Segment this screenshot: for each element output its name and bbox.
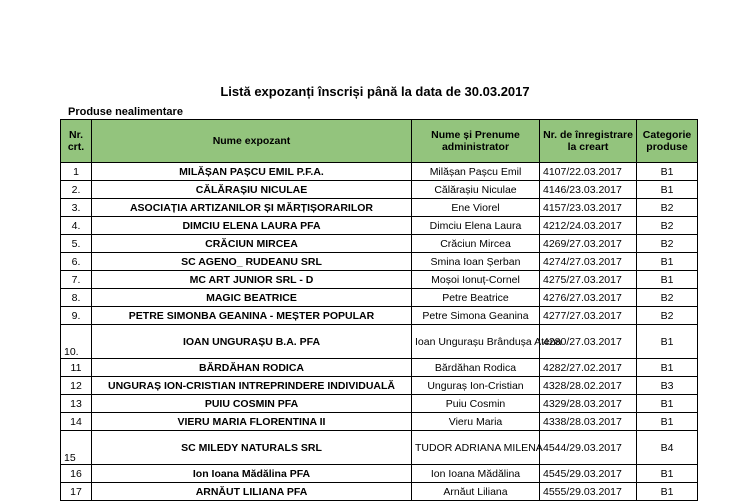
cell-registration-number: 4275/27.03.2017 xyxy=(540,271,637,289)
table-row xyxy=(61,413,698,431)
cell-exhibitor-name: MC ART JUNIOR SRL - D xyxy=(92,271,412,289)
table-row xyxy=(61,431,698,465)
table-row xyxy=(61,289,698,307)
table-row xyxy=(61,359,698,377)
cell-category: B2 xyxy=(637,235,698,253)
cell-administrator: Moșoi Ionuț-Cornel xyxy=(412,271,540,289)
cell-category: B1 xyxy=(637,181,698,199)
cell-nr: 15 xyxy=(61,431,92,465)
table-row xyxy=(61,483,698,501)
cell-registration-number: 4157/23.03.2017 xyxy=(540,199,637,217)
cell-category: B1 xyxy=(637,163,698,181)
cell-nr: 17 xyxy=(61,483,92,501)
cell-exhibitor-name: CRĂCIUN MIRCEA xyxy=(92,235,412,253)
cell-nr: 9. xyxy=(61,307,92,325)
cell-exhibitor-name: UNGURAȘ ION-CRISTIAN INTREPRINDERE INDIVIDUALĂ xyxy=(92,377,412,395)
cell-nr: 5. xyxy=(61,235,92,253)
cell-administrator: TUDOR ADRIANA MILENA xyxy=(412,431,540,465)
cell-exhibitor-name: PUIU COSMIN PFA xyxy=(92,395,412,413)
cell-nr: 1 xyxy=(61,163,92,181)
cell-exhibitor-name: BĂRDĂHAN RODICA xyxy=(92,359,412,377)
cell-nr: 10. xyxy=(61,325,92,359)
cell-category: B2 xyxy=(637,199,698,217)
cell-exhibitor-name: MILĂȘAN PAȘCU EMIL P.F.A. xyxy=(92,163,412,181)
cell-category: B2 xyxy=(637,217,698,235)
cell-category: B1 xyxy=(637,271,698,289)
cell-category: B1 xyxy=(637,325,698,359)
cell-nr: 16 xyxy=(61,465,92,483)
cell-registration-number: 4146/23.03.2017 xyxy=(540,181,637,199)
cell-exhibitor-name: DIMCIU ELENA LAURA PFA xyxy=(92,217,412,235)
section-subtitle: Produse nealimentare xyxy=(68,106,183,118)
cell-nr: 3. xyxy=(61,199,92,217)
header-reg: Nr. de înregistrare la creart xyxy=(540,120,637,163)
document-title: Listă expozanți înscriși până la data de 30.03.2017 xyxy=(220,84,530,99)
cell-nr: 2. xyxy=(61,181,92,199)
cell-exhibitor-name: VIERU MARIA FLORENTINA II xyxy=(92,413,412,431)
cell-administrator: Crăciun Mircea xyxy=(412,235,540,253)
table-body xyxy=(61,163,698,501)
cell-category: B2 xyxy=(637,289,698,307)
cell-registration-number: 4212/24.03.2017 xyxy=(540,217,637,235)
cell-registration-number: 4282/27.02.2017 xyxy=(540,359,637,377)
cell-exhibitor-name: ASOCIAȚIA ARTIZANILOR ȘI MĂRȚIȘORARILOR xyxy=(92,199,412,217)
cell-exhibitor-name: ARNĂUT LILIANA PFA xyxy=(92,483,412,501)
cell-administrator: Smina Ioan Șerban xyxy=(412,253,540,271)
cell-registration-number: 4277/27.03.2017 xyxy=(540,307,637,325)
table-row xyxy=(61,199,698,217)
cell-administrator: Unguraș Ion-Cristian xyxy=(412,377,540,395)
cell-nr: 14 xyxy=(61,413,92,431)
cell-administrator: Ion Ioana Mădălina xyxy=(412,465,540,483)
cell-nr: 12 xyxy=(61,377,92,395)
cell-nr: 7. xyxy=(61,271,92,289)
cell-registration-number: 4274/27.03.2017 xyxy=(540,253,637,271)
cell-exhibitor-name: SC AGENO_ RUDEANU SRL xyxy=(92,253,412,271)
cell-registration-number: 4329/28.03.2017 xyxy=(540,395,637,413)
cell-administrator: Petre Beatrice xyxy=(412,289,540,307)
cell-category: B1 xyxy=(637,413,698,431)
cell-administrator: Ene Viorel xyxy=(412,199,540,217)
table-row xyxy=(61,395,698,413)
cell-administrator: Bărdăhan Rodica xyxy=(412,359,540,377)
cell-category: B1 xyxy=(637,483,698,501)
cell-registration-number: 4328/28.02.2017 xyxy=(540,377,637,395)
cell-registration-number: 4338/28.03.2017 xyxy=(540,413,637,431)
cell-administrator: Petre Simona Geanina xyxy=(412,307,540,325)
cell-registration-number: 4107/22.03.2017 xyxy=(540,163,637,181)
cell-exhibitor-name: PETRE SIMONBA GEANINA - MEȘTER POPULAR xyxy=(92,307,412,325)
header-admin: Nume și Prenume administrator xyxy=(412,120,540,163)
cell-nr: 8. xyxy=(61,289,92,307)
cell-administrator: Arnăut Liliana xyxy=(412,483,540,501)
table-row xyxy=(61,377,698,395)
table-row xyxy=(61,307,698,325)
cell-registration-number: 4545/29.03.2017 xyxy=(540,465,637,483)
cell-exhibitor-name: IOAN UNGURAȘU B.A. PFA xyxy=(92,325,412,359)
cell-registration-number: 4276/27.03.2017 xyxy=(540,289,637,307)
header-nr: Nr. crt. xyxy=(61,120,92,163)
cell-registration-number: 4544/29.03.2017 xyxy=(540,431,637,465)
cell-category: B3 xyxy=(637,377,698,395)
table-row xyxy=(61,181,698,199)
cell-registration-number: 4555/29.03.2017 xyxy=(540,483,637,501)
cell-administrator: Dimciu Elena Laura xyxy=(412,217,540,235)
table-row xyxy=(61,217,698,235)
cell-category: B2 xyxy=(637,307,698,325)
cell-administrator: Călărașiu Niculae xyxy=(412,181,540,199)
cell-exhibitor-name: MAGIC BEATRICE xyxy=(92,289,412,307)
cell-exhibitor-name: SC MILEDY NATURALS SRL xyxy=(92,431,412,465)
table-row xyxy=(61,163,698,181)
cell-category: B1 xyxy=(637,359,698,377)
cell-registration-number: 4280/27.03.2017 xyxy=(540,325,637,359)
table-row xyxy=(61,465,698,483)
header-cat: Categorie produse xyxy=(637,120,698,163)
cell-nr: 11 xyxy=(61,359,92,377)
table-header-row xyxy=(61,120,698,163)
cell-exhibitor-name: CĂLĂRAȘIU NICULAE xyxy=(92,181,412,199)
cell-category: B4 xyxy=(637,431,698,465)
cell-category: B1 xyxy=(637,253,698,271)
cell-exhibitor-name: Ion Ioana Mădălina PFA xyxy=(92,465,412,483)
header-name: Nume expozant xyxy=(92,120,412,163)
cell-administrator: Vieru Maria xyxy=(412,413,540,431)
table-row xyxy=(61,271,698,289)
cell-nr: 13 xyxy=(61,395,92,413)
table-row xyxy=(61,253,698,271)
cell-administrator: Milășan Pașcu Emil xyxy=(412,163,540,181)
table-row xyxy=(61,235,698,253)
cell-nr: 4. xyxy=(61,217,92,235)
cell-nr: 6. xyxy=(61,253,92,271)
table-row xyxy=(61,325,698,359)
cell-registration-number: 4269/27.03.2017 xyxy=(540,235,637,253)
cell-category: B1 xyxy=(637,395,698,413)
cell-administrator: Ioan Ungurașu Brândușa Atena xyxy=(412,325,540,359)
cell-category: B1 xyxy=(637,465,698,483)
cell-administrator: Puiu Cosmin xyxy=(412,395,540,413)
exhibitors-table xyxy=(60,119,698,501)
